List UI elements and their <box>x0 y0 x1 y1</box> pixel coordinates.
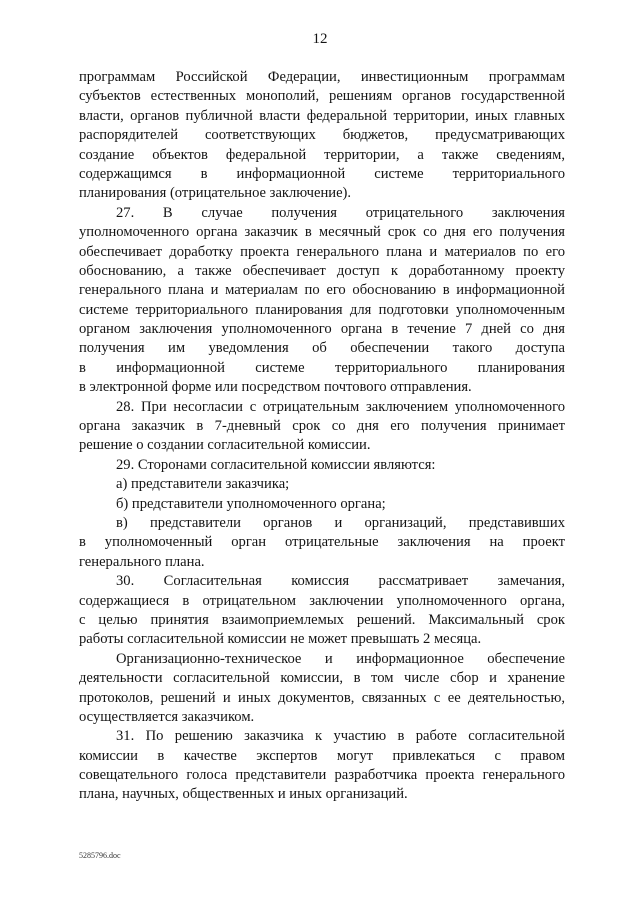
paragraph <box>79 495 565 514</box>
text-line: в уполномоченный орган отрицательные заключения на проект <box>79 534 565 551</box>
paragraph <box>79 204 565 398</box>
text-line: б) представители уполномоченного органа; <box>116 495 386 512</box>
paragraph <box>79 572 565 650</box>
document-file-code: 5285796.doc <box>79 851 121 860</box>
paragraph <box>79 514 565 572</box>
text-line: распорядителей соответствующих бюджетов, предусматривающих <box>79 127 565 144</box>
text-line: органом заключения уполномоченного органа в течение 7 дней со дня <box>79 321 565 338</box>
text-line: обеспечивает доработку проекта генерального плана и материалов по его <box>79 243 565 260</box>
page-number: 12 <box>312 31 328 47</box>
text-line: субъектов естественных монополий, решениям органов государственной <box>79 88 565 105</box>
text-line: уполномоченного органа заказчик в месячный срок со дня его получения <box>79 224 565 241</box>
paragraph <box>79 398 565 456</box>
body-text <box>79 68 565 805</box>
text-line: содержащиеся в отрицательном заключении уполномоченного органа, <box>79 592 565 609</box>
text-line: обоснованию, а также обеспечивает доступ к доработанному проекту <box>79 262 565 279</box>
text-line: 29. Сторонами согласительной комиссии являются: <box>116 456 436 473</box>
text-line: протоколов, решений и иных документов, связанных с ее деятельностью, <box>79 689 565 706</box>
text-line: в информационной системе территориального планирования <box>79 359 565 376</box>
text-line: программам Российской Федерации, инвестиционным программам <box>79 69 565 85</box>
paragraph <box>79 456 565 475</box>
text-line: генерального плана и материалам по его обоснованию в информационной <box>79 282 565 299</box>
text-line: генерального плана. <box>79 553 205 570</box>
text-line: с целью принятия взаимоприемлемых решений. Максимальный срок <box>79 611 565 628</box>
text-line: получения им уведомления об обеспечении такого доступа <box>79 340 565 357</box>
text-line: плана, научных, общественных и иных организаций. <box>79 786 408 803</box>
text-line: решение о создании согласительной комиссии. <box>79 437 371 454</box>
text-line: в электронной форме или посредством почтового отправления. <box>79 379 472 396</box>
text-line: системе территориального планирования для подготовки уполномоченным <box>79 301 565 318</box>
text-line: планирования (отрицательное заключение). <box>79 185 352 202</box>
paragraph <box>79 475 565 494</box>
paragraph <box>79 650 565 728</box>
text-line: осуществляется заказчиком. <box>79 708 255 725</box>
text-line: а) представители заказчика; <box>116 476 290 493</box>
paragraph <box>79 727 565 805</box>
text-line: содержащимся в информационной системе территориального <box>79 165 565 182</box>
paragraph <box>79 68 565 204</box>
text-line: в) представители органов и организаций, представивших <box>116 514 565 531</box>
text-line: Организационно-техническое и информационное обеспечение <box>116 650 565 667</box>
text-line: создание объектов федеральной территории, а также сведениям, <box>79 146 565 163</box>
text-line: 30. Согласительная комиссия рассматривает замечания, <box>116 573 565 590</box>
text-line: 28. При несогласии с отрицательным заключением уполномоченного <box>116 398 565 415</box>
text-line: 31. По решению заказчика к участию в работе согласительной <box>116 728 565 745</box>
text-line: 27. В случае получения отрицательного заключения <box>116 204 565 221</box>
text-line: работы согласительной комиссии не может превышать 2 месяца. <box>79 631 482 648</box>
text-line: совещательного голоса представители разработчика проекта генерального <box>79 767 565 784</box>
text-line: деятельности согласительной комиссии, в том числе сбор и хранение <box>79 670 565 687</box>
text-line: комиссии в качестве экспертов могут привлекаться с правом <box>79 747 565 764</box>
text-line: власти, органов публичной власти федеральной территории, иных главных <box>79 107 565 124</box>
text-line: органа заказчик в 7-дневный срок со дня его получения принимает <box>79 418 565 435</box>
